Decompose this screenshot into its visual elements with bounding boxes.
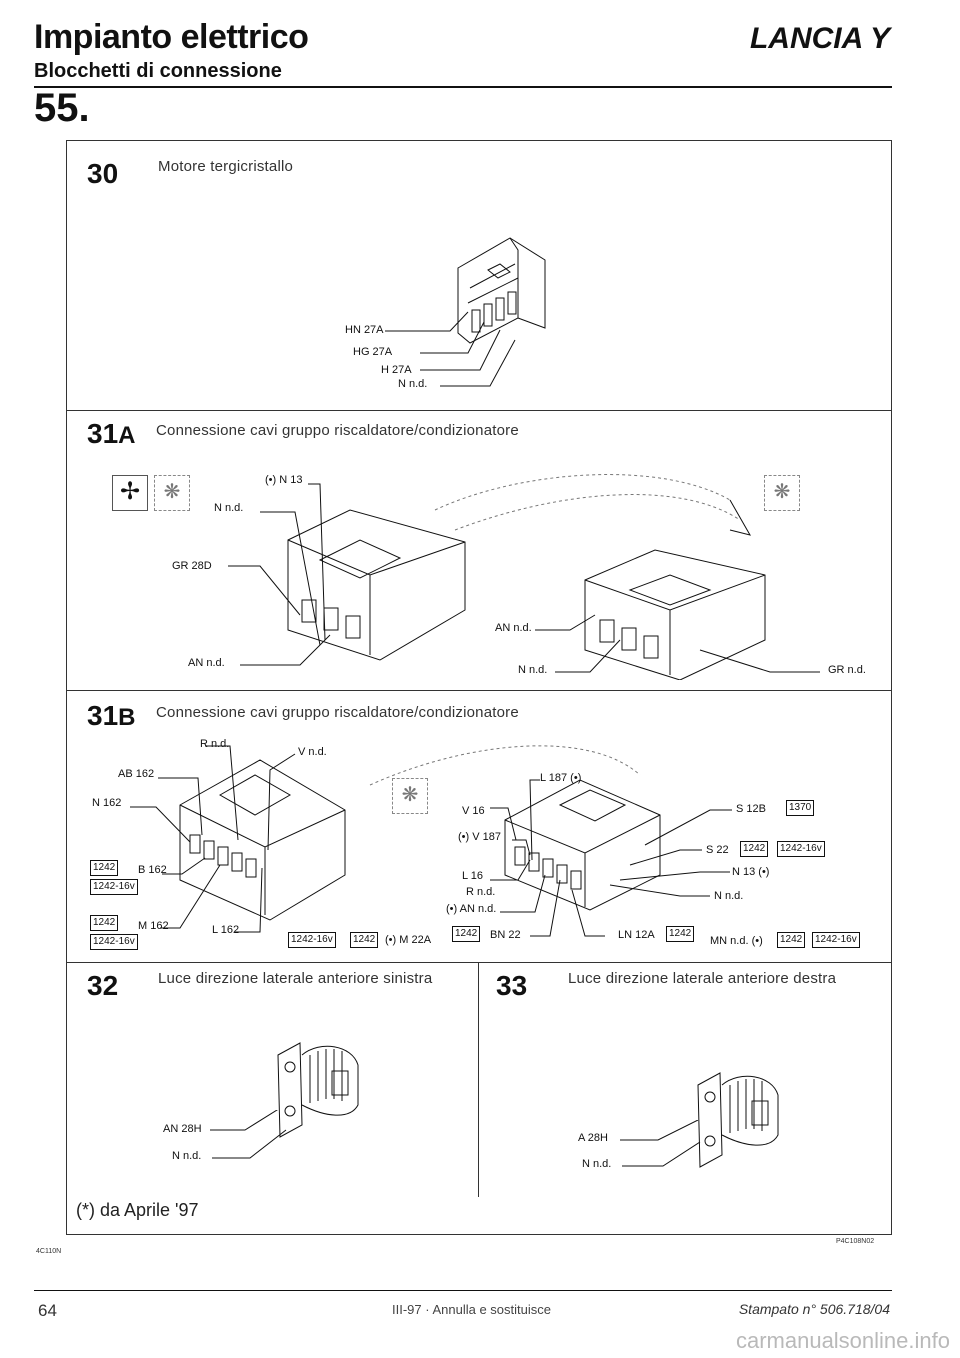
label-31b-nnd: N n.d. [714, 890, 744, 902]
footer-edition: III-97 · Annulla e sostituisce [392, 1302, 551, 1317]
label-33-a28h: A 28H [578, 1132, 608, 1144]
leaders-31b [120, 740, 880, 950]
leaders-33 [618, 1120, 718, 1180]
page-title: Impianto elettrico [34, 18, 309, 56]
leaders-32 [200, 1110, 300, 1170]
code-1242-f: 1242 [740, 841, 768, 857]
label-31b-mnnd: MN n.d. (•) [710, 935, 763, 947]
watermark: carmanualsonline.info [735, 1328, 950, 1353]
label-31b-ab162: AB 162 [118, 768, 155, 780]
label-31b-m162: M 162 [138, 920, 169, 932]
label-31a-nnd-right: N n.d. [518, 664, 548, 676]
label-31a-annd-right: AN n.d. [495, 622, 532, 634]
label-31b-annd: (•) AN n.d. [446, 903, 497, 915]
section-number: 55. [34, 86, 90, 130]
label-31b-s12b: S 12B [736, 803, 766, 815]
snowflake-icon-right: ❋ [764, 475, 800, 511]
page-number: 64 [38, 1301, 57, 1320]
label-31b-vnd: V n.d. [298, 746, 327, 758]
snowflake-icon: ❋ [154, 475, 190, 511]
snowflake-icon-31b: ❋ [392, 778, 428, 814]
section-31b-title: Connessione cavi gruppo riscaldatore/condizionatore [156, 704, 519, 721]
label-31a-gr28d: GR 28D [172, 560, 212, 572]
label-31b-n13: N 13 (•) [732, 866, 770, 878]
section-32-number: 32 [87, 970, 119, 1001]
label-31a-n13: (•) N 13 [265, 474, 303, 486]
label-31b-ln12a: LN 12A [618, 929, 655, 941]
section-31b-suffix: B [118, 704, 136, 731]
footer-rule [34, 1290, 892, 1291]
section-31b-number: 31 [87, 700, 119, 731]
code-1370: 1370 [786, 800, 814, 816]
label-32-nnd: N n.d. [172, 1150, 202, 1162]
label-30-hg27a: HG 27A [353, 346, 393, 358]
label-31b-n162: N 162 [92, 797, 122, 809]
fan-icon: ✢ [112, 475, 148, 511]
page-subtitle: Blocchetti di connessione [34, 60, 282, 82]
code-1242-16v-f: 1242-16v [777, 841, 825, 857]
code-1242-16v-c: 1242-16v [288, 932, 336, 948]
drawing-code-left: 4C110N [36, 1248, 62, 1255]
label-31b-bn22: BN 22 [490, 929, 521, 941]
label-32-an28h: AN 28H [163, 1123, 202, 1135]
section-31a-number: 31 [87, 418, 119, 449]
label-31b-m22a: (•) M 22A [385, 934, 432, 946]
header-rule [34, 86, 892, 88]
label-31b-v16: V 16 [462, 805, 485, 817]
label-31b-s22: S 22 [706, 844, 729, 856]
section-32-title: Luce direzione laterale anteriore sinistra [158, 970, 433, 987]
label-31b-l16: L 16 [462, 870, 484, 882]
section-31a-title: Connessione cavi gruppo riscaldatore/condizionatore [156, 422, 519, 439]
brand-name: LANCIA Y [749, 22, 890, 55]
code-1242-e: 1242 [666, 926, 694, 942]
code-1242-c: 1242 [350, 932, 378, 948]
label-31a-nnd-left: N n.d. [214, 502, 244, 514]
code-1242-g: 1242 [777, 932, 805, 948]
divider-31b-32 [66, 962, 892, 963]
section-33-title: Luce direzione laterale anteriore destra [568, 970, 837, 987]
label-31b-b162: B 162 [138, 864, 167, 876]
code-1242-16v-g: 1242-16v [812, 932, 860, 948]
leaders-30 [380, 300, 540, 410]
section-31a-heading [87, 418, 136, 450]
code-1242-16v-b: 1242-16v [90, 934, 138, 950]
section-33-number: 33 [496, 970, 528, 1001]
label-31a-grnd: GR n.d. [828, 664, 866, 676]
section-30-title: Motore tergicristallo [158, 158, 294, 175]
footnote: (*) da Aprile '97 [76, 1200, 199, 1220]
section-30-number: 30 [87, 158, 119, 189]
code-1242-d: 1242 [452, 926, 480, 942]
section-31a-suffix: A [118, 422, 136, 449]
drawing-code-right: P4C108N02 [836, 1238, 875, 1245]
divider-30-31a [66, 410, 892, 411]
code-1242-16v-a: 1242-16v [90, 879, 138, 895]
label-31a-annd-left: AN n.d. [188, 657, 225, 669]
label-31b-rnd: R n.d. [200, 738, 230, 750]
label-31b-l187: L 187 (•) [540, 772, 582, 784]
section-31b-heading [87, 700, 136, 732]
leaders-31a [180, 470, 900, 680]
label-31b-l162: L 162 [212, 924, 240, 936]
label-30-hn27a: HN 27A [345, 324, 384, 336]
divider-32-33 [478, 962, 479, 1197]
label-31b-v187: (•) V 187 [458, 831, 501, 843]
code-1242-a: 1242 [90, 860, 118, 876]
label-30-nnd: N n.d. [398, 378, 428, 390]
label-33-nnd: N n.d. [582, 1158, 612, 1170]
label-30-h27a: H 27A [381, 364, 412, 376]
footer-print-code: Stampato n° 506.718/04 [738, 1301, 890, 1317]
divider-31a-31b [66, 690, 892, 691]
label-31b-rnd-2: R n.d. [466, 886, 496, 898]
code-1242-b: 1242 [90, 915, 118, 931]
